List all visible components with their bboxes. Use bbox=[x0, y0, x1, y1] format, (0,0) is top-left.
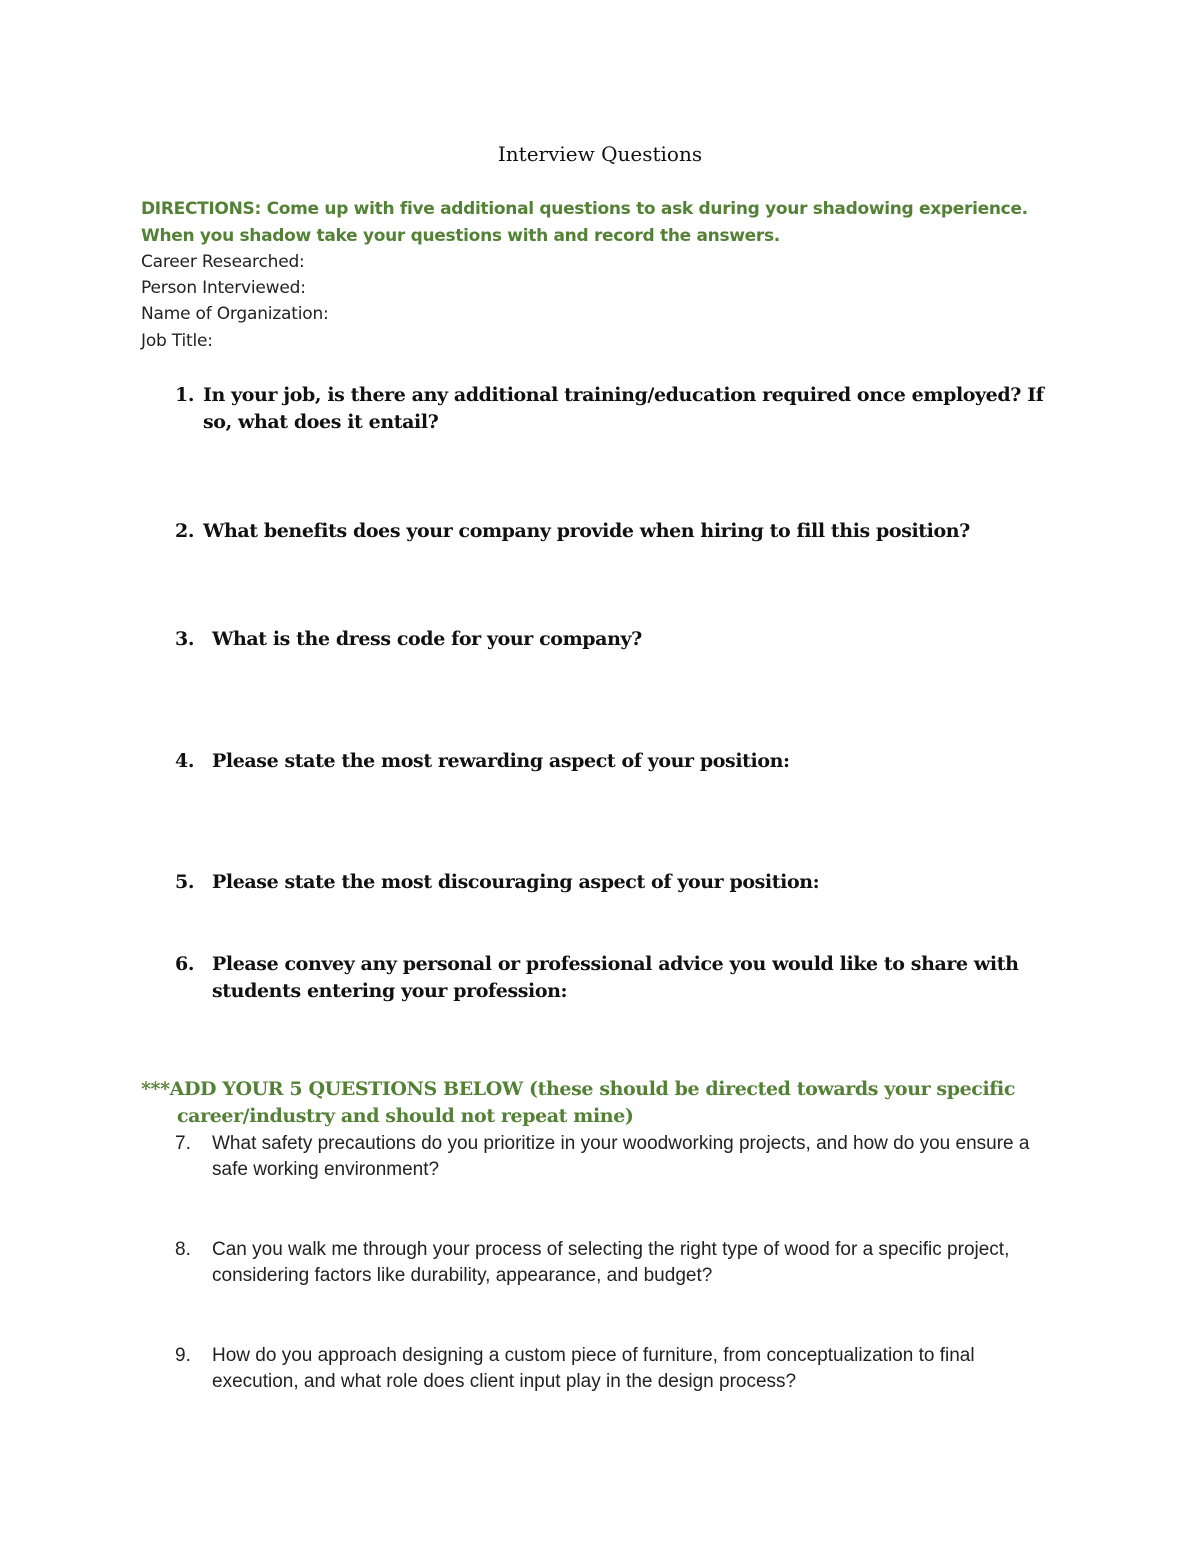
question-text: What benefits does your company provide when hiring to fill this position? bbox=[203, 520, 970, 542]
user-question-text: What safety precautions do you prioritize in your woodworking projects, and how do you ensure a safe working environment? bbox=[212, 1133, 1030, 1180]
add-questions-heading bbox=[141, 1076, 1071, 1130]
user-question-item bbox=[175, 1237, 1065, 1289]
organization-label: Name of Organization: bbox=[141, 304, 329, 324]
user-question-item bbox=[175, 1343, 1065, 1395]
question-number: 4. bbox=[175, 750, 195, 772]
question-number: 1. bbox=[175, 384, 195, 406]
user-question-item bbox=[175, 1131, 1065, 1183]
user-question-number: 9. bbox=[175, 1345, 191, 1366]
user-question-number: 7. bbox=[175, 1133, 191, 1154]
question-item bbox=[175, 518, 1055, 545]
user-question-text: How do you approach designing a custom piece of furniture, from conceptualization to final execution, and what role does client input play in the design process? bbox=[212, 1345, 975, 1392]
question-item bbox=[175, 748, 1055, 775]
career-researched-label: Career Researched: bbox=[141, 252, 305, 272]
question-number: 2. bbox=[175, 520, 195, 542]
question-text: What is the dress code for your company? bbox=[212, 628, 642, 650]
job-title-label: Job Title: bbox=[141, 331, 213, 351]
question-number: 6. bbox=[175, 953, 195, 975]
person-interviewed-label: Person Interviewed: bbox=[141, 278, 306, 298]
question-text: Please state the most discouraging aspect of your position: bbox=[212, 871, 820, 893]
user-question-text: Can you walk me through your process of selecting the right type of wood for a specific project, considering factors like durability, appearance, and budget? bbox=[212, 1239, 1010, 1286]
page-title: Interview Questions bbox=[497, 142, 703, 166]
question-item bbox=[175, 626, 1055, 653]
question-number: 3. bbox=[175, 628, 195, 650]
add-questions-heading-line1: ***ADD YOUR 5 QUESTIONS BELOW (these should be directed towards your specific bbox=[141, 1078, 1016, 1100]
question-item bbox=[175, 382, 1045, 436]
question-item bbox=[175, 951, 1035, 1005]
add-questions-heading-line2: career/industry and should not repeat mine) bbox=[177, 1105, 634, 1127]
question-text: Please convey any personal or professional advice you would like to share with students entering your profession: bbox=[212, 953, 1019, 1002]
question-text: Please state the most rewarding aspect of your position: bbox=[212, 750, 790, 772]
question-text: In your job, is there any additional training/education required once employed? If so, what does it entail? bbox=[203, 384, 1044, 433]
question-number: 5. bbox=[175, 871, 195, 893]
directions-text: DIRECTIONS: Come up with five additional questions to ask during your shadowing experience. When you shadow take your questions with and record the answers. bbox=[141, 199, 1028, 246]
user-question-number: 8. bbox=[175, 1239, 191, 1260]
question-item bbox=[175, 869, 1055, 896]
